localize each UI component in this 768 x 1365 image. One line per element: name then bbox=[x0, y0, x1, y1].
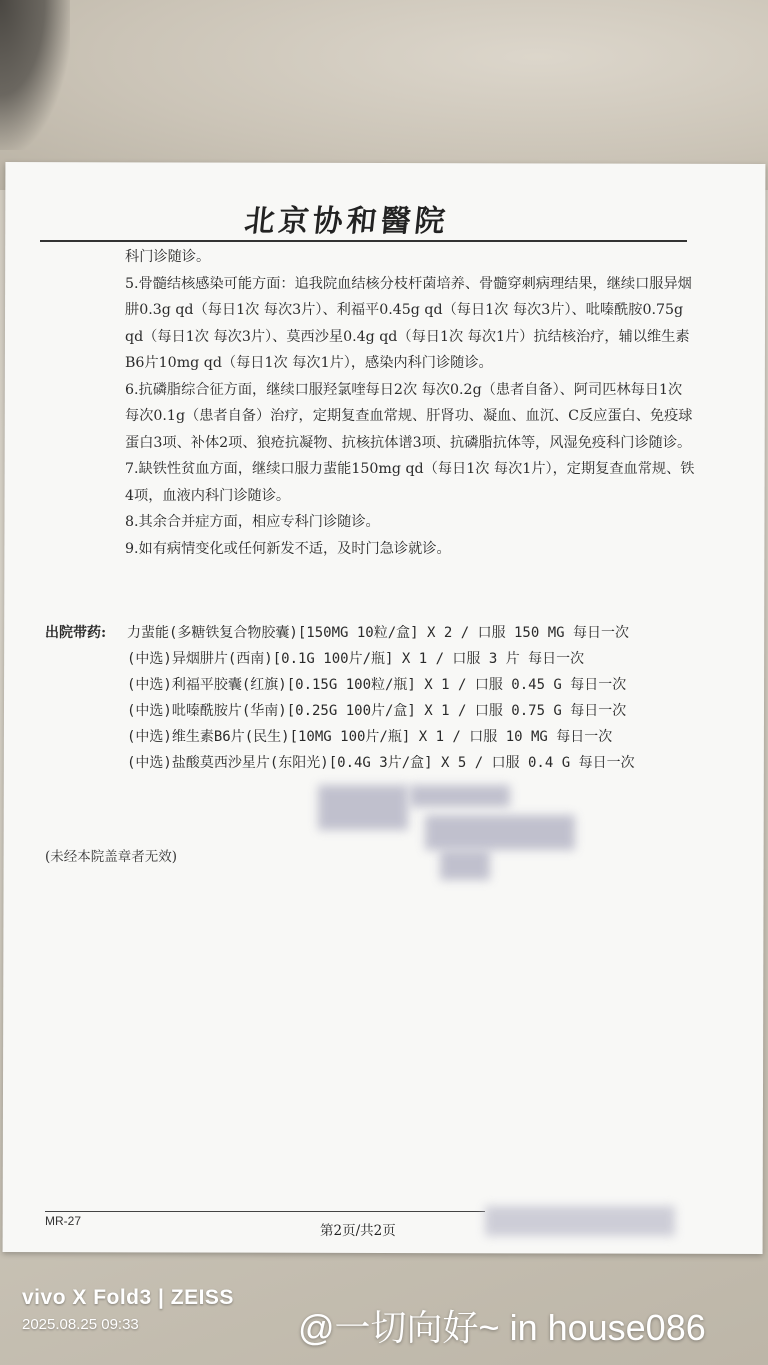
discharge-instructions bbox=[125, 244, 695, 562]
medication-line: (中选)利福平胶囊(红旗)[0.15G 100粒/瓶] X 1 / 口服 0.45 G 每日一次 bbox=[127, 677, 627, 693]
hospital-name-header: 北京协和醫院 bbox=[242, 204, 451, 239]
medication-line: (中选)盐酸莫西沙星片(东阳光)[0.4G 3片/盒] X 5 / 口服 0.4 G 每日一次 bbox=[127, 755, 635, 771]
redacted-footer bbox=[485, 1206, 675, 1236]
continuation-text: 科门诊随诊。 bbox=[125, 249, 211, 265]
instruction-item-5: 5.骨髓结核感染可能方面：追我院血结核分枝杆菌培养、骨髓穿刺病理结果，继续口服异烟肼0.3g qd（每日1次 每次3片）、利福平0.45g qd（每日1次 每次3片）、吡嗪酰胺0.75g qd（每日1次 每次3片）、莫西沙星0.4g qd（每日1次 每次1片）抗结核治疗，辅以维生素B6片10mg qd（每日1次 每次1片），感染内科门诊随诊。 bbox=[125, 275, 692, 371]
header-divider bbox=[40, 240, 687, 242]
instruction-item-9: 9.如有病情变化或任何新发不适，及时门急诊就诊。 bbox=[125, 540, 451, 557]
page-number: 第2页/共2页 bbox=[320, 1223, 396, 1239]
dark-corner-shadow bbox=[0, 0, 70, 150]
medication-line: (中选)维生素B6片(民生)[10MG 100片/瓶] X 1 / 口服 10 MG 每日一次 bbox=[127, 729, 613, 745]
medication-line: (中选)吡嗪酰胺片(华南)[0.25G 100片/盒] X 1 / 口服 0.75 G 每日一次 bbox=[127, 703, 627, 719]
camera-watermark bbox=[22, 1286, 234, 1333]
discharge-meds-label: 出院带药: bbox=[45, 625, 107, 641]
medication-line: 力蜚能(多糖铁复合物胶囊)[150MG 10粒/盒] X 2 / 口服 150 MG 每日一次 bbox=[127, 625, 630, 641]
redacted-stamp-tail bbox=[440, 850, 490, 880]
instruction-item-6: 6.抗磷脂综合征方面，继续口服羟氯喹每日2次 每次0.2g（患者自备）、阿司匹林每日1次 每次0.1g（患者自备）治疗，定期复查血常规、肝肾功、凝血、血沉、C反应蛋白、免疫球蛋白3项、补体2项、狼疮抗凝物、抗核抗体谱3项、抗磷脂抗体等，风湿免疫科门诊随诊。 bbox=[125, 381, 693, 451]
redacted-date bbox=[410, 785, 510, 807]
redacted-stamp bbox=[425, 815, 575, 850]
instruction-item-8: 8.其余合并症方面，相应专科门诊随诊。 bbox=[125, 514, 380, 530]
instruction-item-7: 7.缺铁性贫血方面，继续口服力蜚能150mg qd（每日1次 每次1片），定期复查血常规、铁4项，血液内科门诊随诊。 bbox=[125, 461, 695, 504]
redacted-signature bbox=[318, 785, 408, 830]
medication-line: (中选)异烟肼片(西南)[0.1G 100片/瓶] X 1 / 口服 3 片 每日一次 bbox=[127, 651, 585, 667]
photo-datetime: 2025.08.25 09:33 bbox=[22, 1316, 139, 1333]
camera-brand: vivo X Fold3 | ZEISS bbox=[22, 1286, 234, 1309]
validity-disclaimer: (未经本院盖章者无效) bbox=[45, 849, 178, 865]
social-watermark: @一切向好~ in house086 bbox=[298, 1307, 706, 1348]
discharge-medications bbox=[45, 620, 685, 776]
form-code: MR-27 bbox=[45, 1214, 82, 1228]
footer-divider bbox=[45, 1211, 485, 1212]
